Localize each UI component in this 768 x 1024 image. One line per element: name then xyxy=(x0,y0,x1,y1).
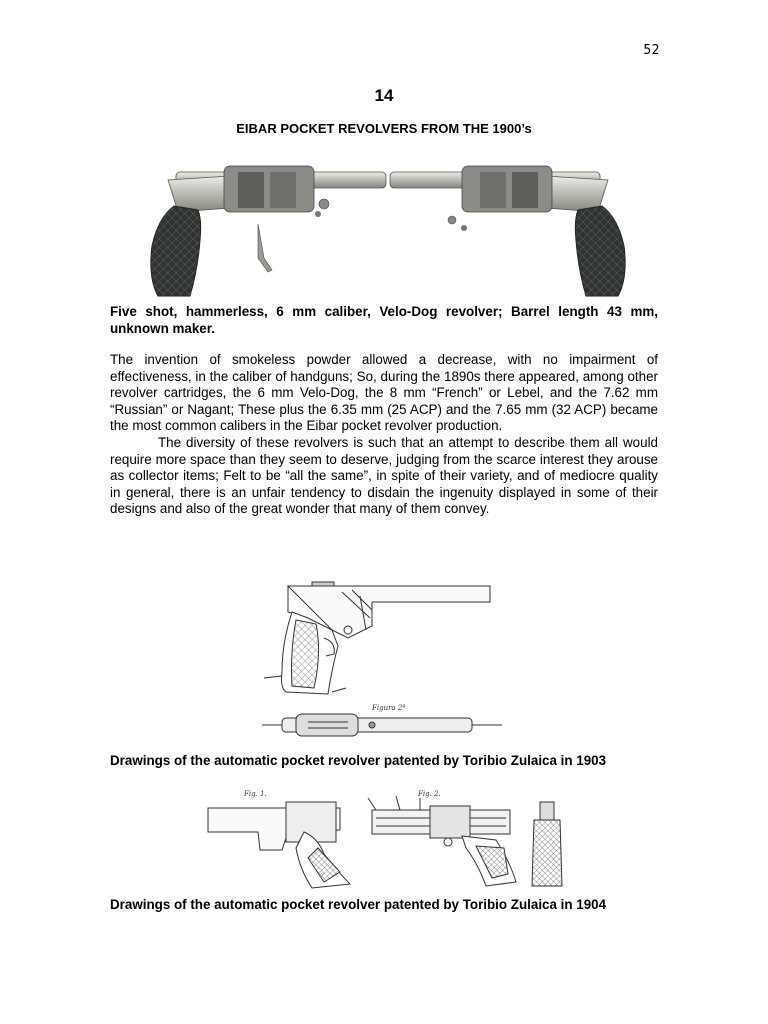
revolver-photo xyxy=(138,158,638,300)
chapter-title: EIBAR POCKET REVOLVERS FROM THE 1900’s xyxy=(236,121,532,136)
drawing2-fig1-label: Fig. 1. xyxy=(244,790,267,798)
patent-drawing-1904 xyxy=(200,788,572,892)
paragraph-2: The diversity of these revolvers is such that an attempt to describe them all would require more space than they seem to deserve, judging from the scarce interest they arouse as collector items; Felt to be “all the same”, in spite of their variety, and of mediocre quality in general, there is an unfair tendency to disdain the ingenuity displayed in some of their designs and also of the great wonder that many of them convey. xyxy=(110,434,658,517)
body-text xyxy=(110,352,658,518)
drawing1-caption: Drawings of the automatic pocket revolver patented by Toribio Zulaica in 1903 xyxy=(110,753,607,768)
fig1-drawing xyxy=(208,802,350,888)
drawing2-caption: Drawings of the automatic pocket revolver patented by Toribio Zulaica in 1904 xyxy=(110,897,607,912)
drawing1-label: Figura 2ª xyxy=(372,704,406,712)
drawing2-fig2-label: Fig. 2. xyxy=(418,790,441,798)
revolver-left xyxy=(151,166,386,296)
chapter-number: 14 xyxy=(374,86,394,105)
photo-caption: Five shot, hammerless, 6 mm caliber, Velo-Dog revolver; Barrel length 43 mm, unknown maker. xyxy=(110,304,658,336)
grip-detail-drawing xyxy=(532,802,562,886)
fig2-drawing xyxy=(368,796,516,886)
revolver-right xyxy=(390,166,625,296)
patent-drawing-1903 xyxy=(252,572,516,750)
page-number: 52 xyxy=(643,43,660,58)
paragraph-1: The invention of smokeless powder allowed a decrease, with no impairment of effectiveness, in the caliber of handguns; So, during the 1890s there appeared, among other revolver cartridges, the 6 mm Velo-Dog, the 8 mm “French” or Lebel, and the 7.62 mm “Russian” or Nagant; These plus the 6.35 mm (25 ACP) and the 7.65 mm (32 ACP) became the most common calibers in the Eibar pocket revolver production. xyxy=(110,352,658,434)
